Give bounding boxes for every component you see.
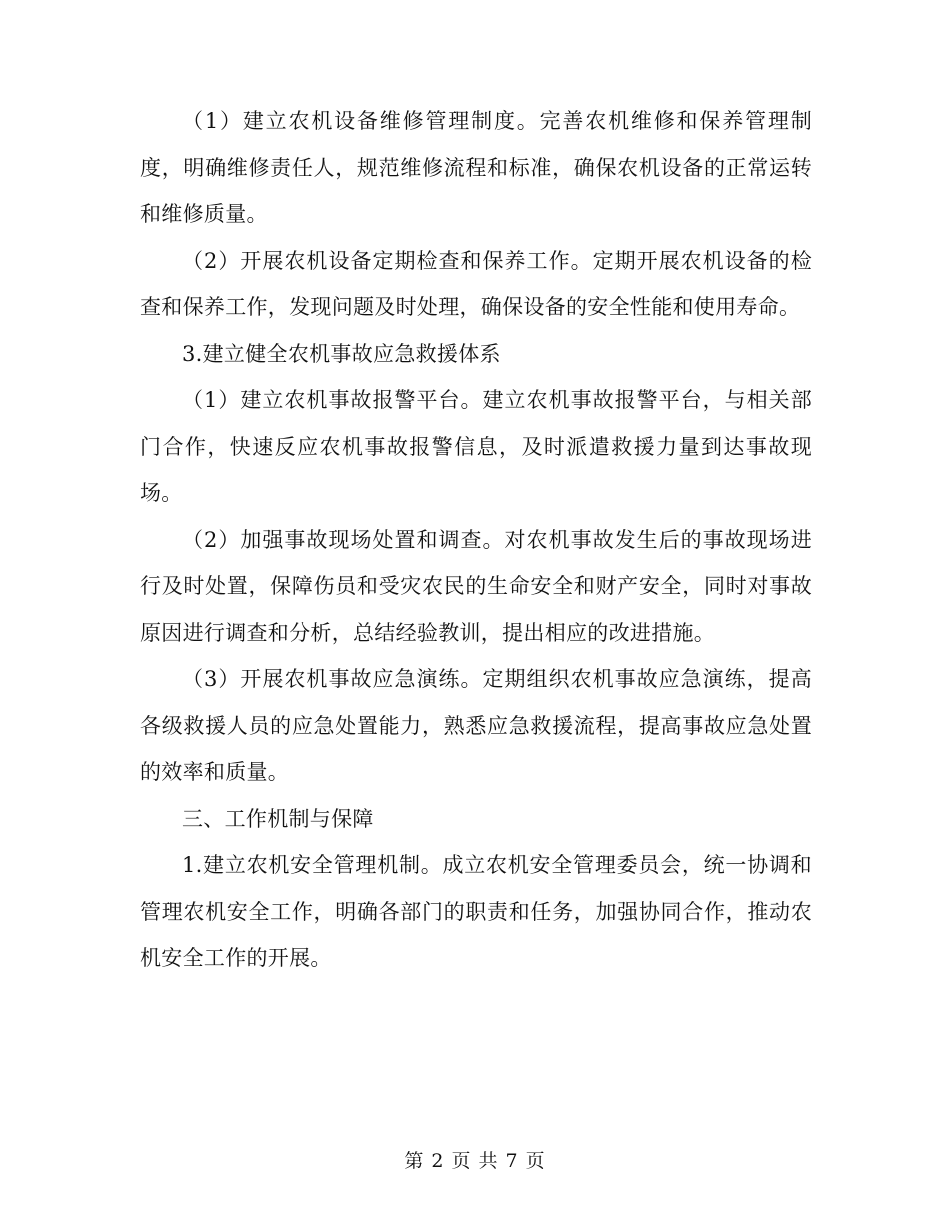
paragraph-periodic-inspection: （2）开展农机设备定期检查和保养工作。定期开展农机设备的检查和保养工作，发现问题及时处理，确保设备的安全性能和使用寿命。: [140, 248, 812, 319]
paragraph-emergency-drill: （3）开展农机事故应急演练。定期组织农机事故应急演练，提高各级救援人员的应急处置能力，熟悉应急救援流程，提高事故应急处置的效率和质量。: [140, 667, 812, 784]
paragraph-alarm-platform: （1）建立农机事故报警平台。建立农机事故报警平台，与相关部门合作，快速反应农机事故报警信息，及时派遣救援力量到达事故现场。: [140, 388, 812, 505]
paragraph-accident-handling: （2）加强事故现场处置和调查。对农机事故发生后的事故现场进行及时处置，保障伤员和受灾农民的生命安全和财产安全，同时对事故原因进行调查和分析，总结经验教训，提出相应的改进措施。: [140, 527, 812, 645]
page-footer: 第 2 页 共 7 页: [404, 1150, 546, 1172]
paragraph-safety-mechanism: 1.建立农机安全管理机制。成立农机安全管理委员会，统一协调和管理农机安全工作，明确各部门的职责和任务，加强协同合作，推动农机安全工作的开展。: [140, 853, 812, 970]
section-heading-emergency-rescue: 3.建立健全农机事故应急救援体系: [182, 341, 501, 366]
paragraph-maintenance-system: （1）建立农机设备维修管理制度。完善农机维修和保养管理制度，明确维修责任人，规范维修流程和标准，确保农机设备的正常运转和维修质量。: [140, 109, 812, 226]
document-body: [140, 98, 812, 982]
section-heading-work-mechanism: 三、工作机制与保障: [182, 806, 374, 831]
